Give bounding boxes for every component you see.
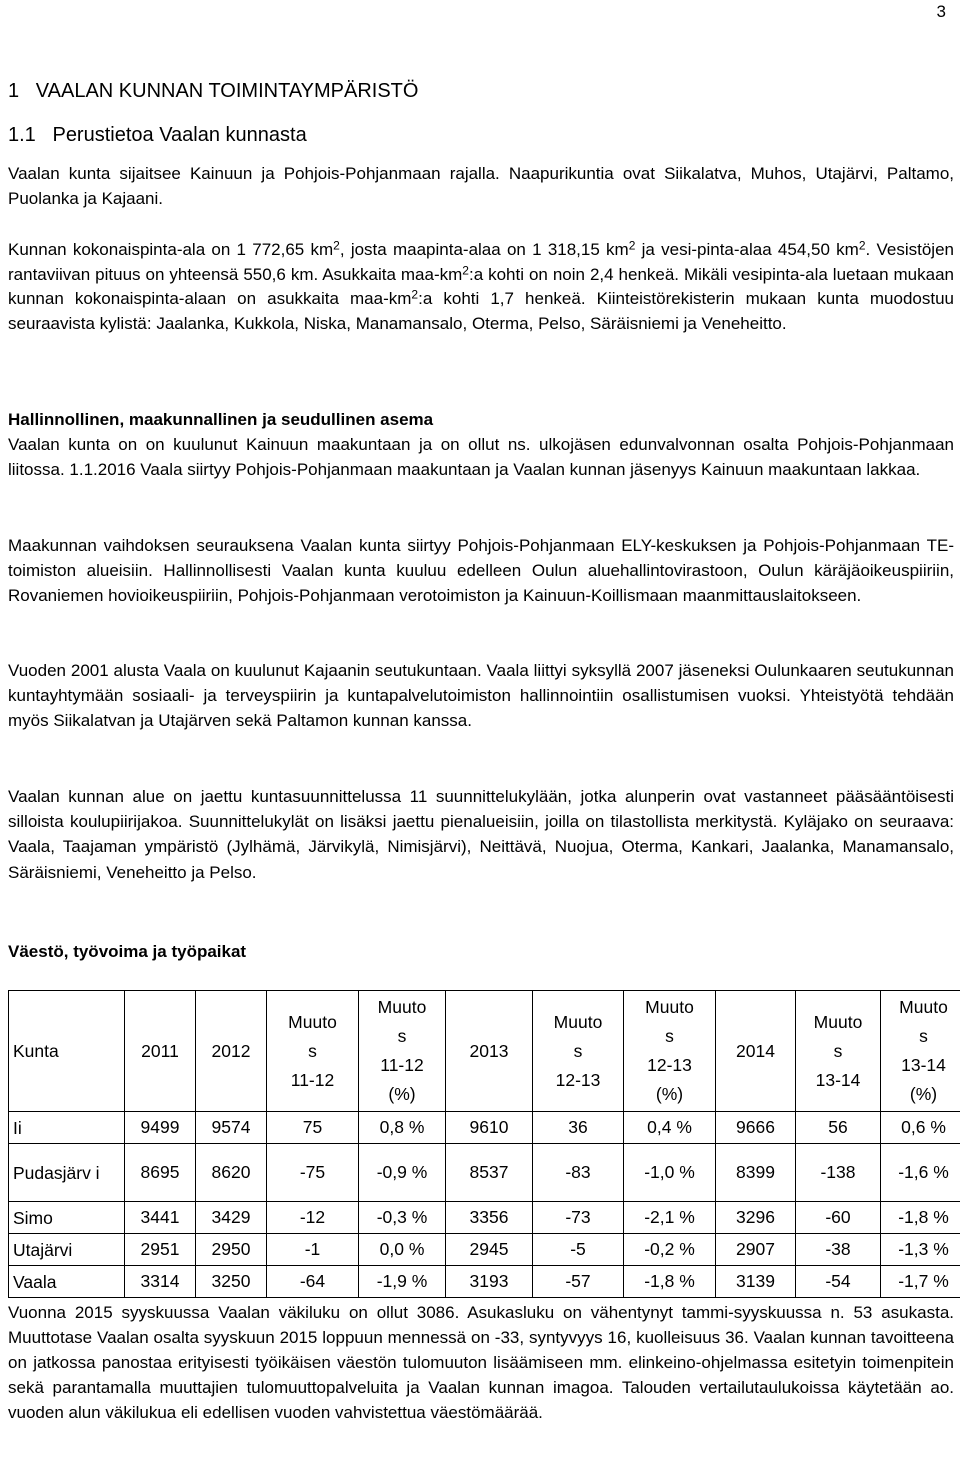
table-cell: 3441 (125, 1202, 196, 1234)
table-cell: -0,2 % (624, 1234, 716, 1266)
table-cell: 3314 (125, 1266, 196, 1298)
table-row (9, 1234, 960, 1266)
table-cell: -12 (267, 1202, 359, 1234)
table-row (9, 1112, 960, 1144)
table-body (9, 1112, 960, 1298)
column-header: Muuto s 12-13 (533, 991, 624, 1112)
table-cell: -1,7 % (881, 1266, 960, 1298)
municipality-cell: Simo (9, 1202, 125, 1234)
seutukunta-paragraph: Vuoden 2001 alusta Vaala on kuulunut Kajaanin seutukuntaan. Vaala liittyi syksyllä 2007 jäseneksi Oulunkaaren seutukunnan kuntayhtymään sosiaali- ja terveyspiirin ja kuntapalvelutoimiston hallinnointiin osallistumisen vuoksi. Yhteistyötä tehdään myös Siikalatvan ja Utajärven sekä Paltamon kunnan kanssa. (8, 661, 954, 731)
municipality-cell: Utajärvi (9, 1234, 125, 1266)
table-cell: -83 (533, 1144, 624, 1202)
column-header: Muuto s 12-13 (%) (624, 991, 716, 1112)
table-cell: -1,6 % (881, 1144, 960, 1202)
column-header: 2012 (196, 991, 267, 1112)
table-cell: 0,0 % (359, 1234, 446, 1266)
municipality-cell: Ii (9, 1112, 125, 1144)
column-header: Muuto s 11-12 (%) (359, 991, 446, 1112)
table-cell: 9610 (446, 1112, 533, 1144)
table-cell: -1,3 % (881, 1234, 960, 1266)
table-cell: -73 (533, 1202, 624, 1234)
table-cell: -138 (796, 1144, 881, 1202)
table-cell: 3429 (196, 1202, 267, 1234)
column-header: 2011 (125, 991, 196, 1112)
area-paragraph: Kunnan kokonaispinta-ala on 1 772,65 $km^2$, josta maapinta-alaa on 1 318,15 $km^2$ ja vesi-pinta-alaa 454,50 $km^2$. Vesistöjen rantaviivan pituus on yhteensä 550,6 km. Asukkaita maa-$km^2:a$ kohti on noin 2,4 henkeä. Mikäli vesipinta-ala luetaan mukaan kunnan kokonaispinta-alaan on asukkaita maa-$km^2:a$ kohti 1,7 henkeä. Kiinteistörekisterin mukaan kunta muodostuu seuraavista kylistä: Jaalanka, Kukkola, Niska, Manamansalo, Oterma, Pelso, Säräisniemi ja Veneheitto. (8, 238, 955, 333)
table-cell: -5 (533, 1234, 624, 1266)
population-table (8, 990, 960, 1298)
table-cell: 2951 (125, 1234, 196, 1266)
column-header: Muuto s 13-14 (%) (881, 991, 960, 1112)
table-cell: 2945 (446, 1234, 533, 1266)
table-row (9, 1202, 960, 1234)
chapter-heading: 1 VAALAN KUNNAN TOIMINTAYMPÄRISTÖ (8, 80, 419, 102)
table-cell: 2950 (196, 1234, 267, 1266)
table-cell: 3296 (716, 1202, 796, 1234)
table-cell: 2907 (716, 1234, 796, 1266)
table-row (9, 1144, 960, 1202)
table-cell: 0,4 % (624, 1112, 716, 1144)
intro-paragraph: Vaalan kunta sijaitsee Kainuun ja Pohjois-Pohjanmaan rajalla. Naapurikuntia ovat Siikalatva, Muhos, Utajärvi, Paltamo, Puolanka ja Kajaani. (8, 164, 954, 208)
table-cell: -1,9 % (359, 1266, 446, 1298)
table-cell: 8399 (716, 1144, 796, 1202)
table-row (9, 1266, 960, 1298)
column-header: 2014 (716, 991, 796, 1112)
table-cell: -1,8 % (881, 1202, 960, 1234)
table-cell: 9574 (196, 1112, 267, 1144)
table-cell: 36 (533, 1112, 624, 1144)
table-header-row (9, 991, 960, 1112)
population-2015-paragraph: Vuonna 2015 syyskuussa Vaalan väkiluku on ollut 3086. Asukasluku on vähentynyt tammi-syyskuussa n. 53 asukasta. Muuttotase Vaalan osalta syyskuun 2015 loppuun mennessä on -33, syntyvyys 16, kuolleisuus 36. Vaalan kunnan tavoitteena on jatkossa panostaa erityisesti työikäisen väestön tulomuuton lisäämiseen mm. elinkeino-ohjelmassa esitetyin toimenpitein sekä parantamalla muuttajien tulomuuttopalveluita ja Vaalan kunnan imagoa. Talouden vertailutaulukoissa käytetään ao. vuoden alun väkilukua eli edellisen vuoden vahvistettua väestömäärää. (8, 1303, 954, 1422)
table-cell: -64 (267, 1266, 359, 1298)
table-cell: 75 (267, 1112, 359, 1144)
table-cell: -60 (796, 1202, 881, 1234)
table-cell: -1,0 % (624, 1144, 716, 1202)
municipality-cell: Pudasjärv i (9, 1144, 125, 1202)
table-cell: 8620 (196, 1144, 267, 1202)
table-cell: -0,3 % (359, 1202, 446, 1234)
table-cell: 8537 (446, 1144, 533, 1202)
admin-subheading: Hallinnollinen, maakunnallinen ja seudullinen asema (8, 410, 434, 429)
section-heading: 1.1 Perustietoa Vaalan kunnasta (8, 124, 307, 146)
column-header: Kunta (9, 991, 125, 1112)
table-cell: -75 (267, 1144, 359, 1202)
table-cell: -2,1 % (624, 1202, 716, 1234)
table-cell: 3193 (446, 1266, 533, 1298)
table-cell: 0,6 % (881, 1112, 960, 1144)
table-cell: 3250 (196, 1266, 267, 1298)
column-header: Muuto s 13-14 (796, 991, 881, 1112)
table-cell: -1,8 % (624, 1266, 716, 1298)
municipality-cell: Vaala (9, 1266, 125, 1298)
table-cell: 0,8 % (359, 1112, 446, 1144)
table-cell: -38 (796, 1234, 881, 1266)
table-cell: -0,9 % (359, 1144, 446, 1202)
kylajako-paragraph: Vaalan kunnan alue on jaettu kuntasuunnittelussa 11 suunnittelukylään, jotka alunperin ovat vastanneet pääsääntöisesti silloista koulupiirijakoa. Suunnittelukylät on lisäksi jaettu pienalueisiin, joilla on tilastollista merkitystä. Kyläjako on seuraava: Vaala, Taajaman ympäristö (Jylhämä, Järvikylä, Nimisjärvi), Neittävä, Nuojua, Oterma, Kankari, Jaalanka, Manamansalo, Säräisniemi, Veneheitto ja Pelso. (8, 787, 954, 882)
table-cell: 3356 (446, 1202, 533, 1234)
admin-section (8, 407, 954, 483)
column-header: Muuto s 11-12 (267, 991, 359, 1112)
table-cell: 3139 (716, 1266, 796, 1298)
table-cell: 8695 (125, 1144, 196, 1202)
table-cell: 9666 (716, 1112, 796, 1144)
table-cell: 9499 (125, 1112, 196, 1144)
admin-paragraph: Vaalan kunta on on kuulunut Kainuun maakuntaan ja on ollut ns. ulkojäsen edunvalvonnan osalta Pohjois-Pohjanmaan liitossa. 1.1.2016 Vaala siirtyy Pohjois-Pohjanmaan maakuntaan ja Vaalan kunnan jäsenyys Kainuun maakuntaan lakkaa. (8, 435, 954, 480)
table-cell: -57 (533, 1266, 624, 1298)
table-cell: -54 (796, 1266, 881, 1298)
table-cell: 56 (796, 1112, 881, 1144)
page-number: 3 (936, 2, 946, 21)
column-header: 2013 (446, 991, 533, 1112)
table-cell: -1 (267, 1234, 359, 1266)
maakunta-paragraph: Maakunnan vaihdoksen seurauksena Vaalan kunta siirtyy Pohjois-Pohjanmaan ELY-keskuksen ja Pohjois-Pohjanmaan TE-toimiston alueisiin. Hallinnollisesti Vaalan kunta kuuluu edelleen Oulun aluehallintovirastoon, Oulun käräjäoikeuspiiriin, Rovaniemen hovioikeuspiiriin, Pohjois-Pohjanmaan verotoimiston ja Kainuun-Koillismaan maanmittauslaitokseen. (8, 536, 954, 606)
vaesto-subheading: Väestö, työvoima ja työpaikat (8, 942, 247, 961)
